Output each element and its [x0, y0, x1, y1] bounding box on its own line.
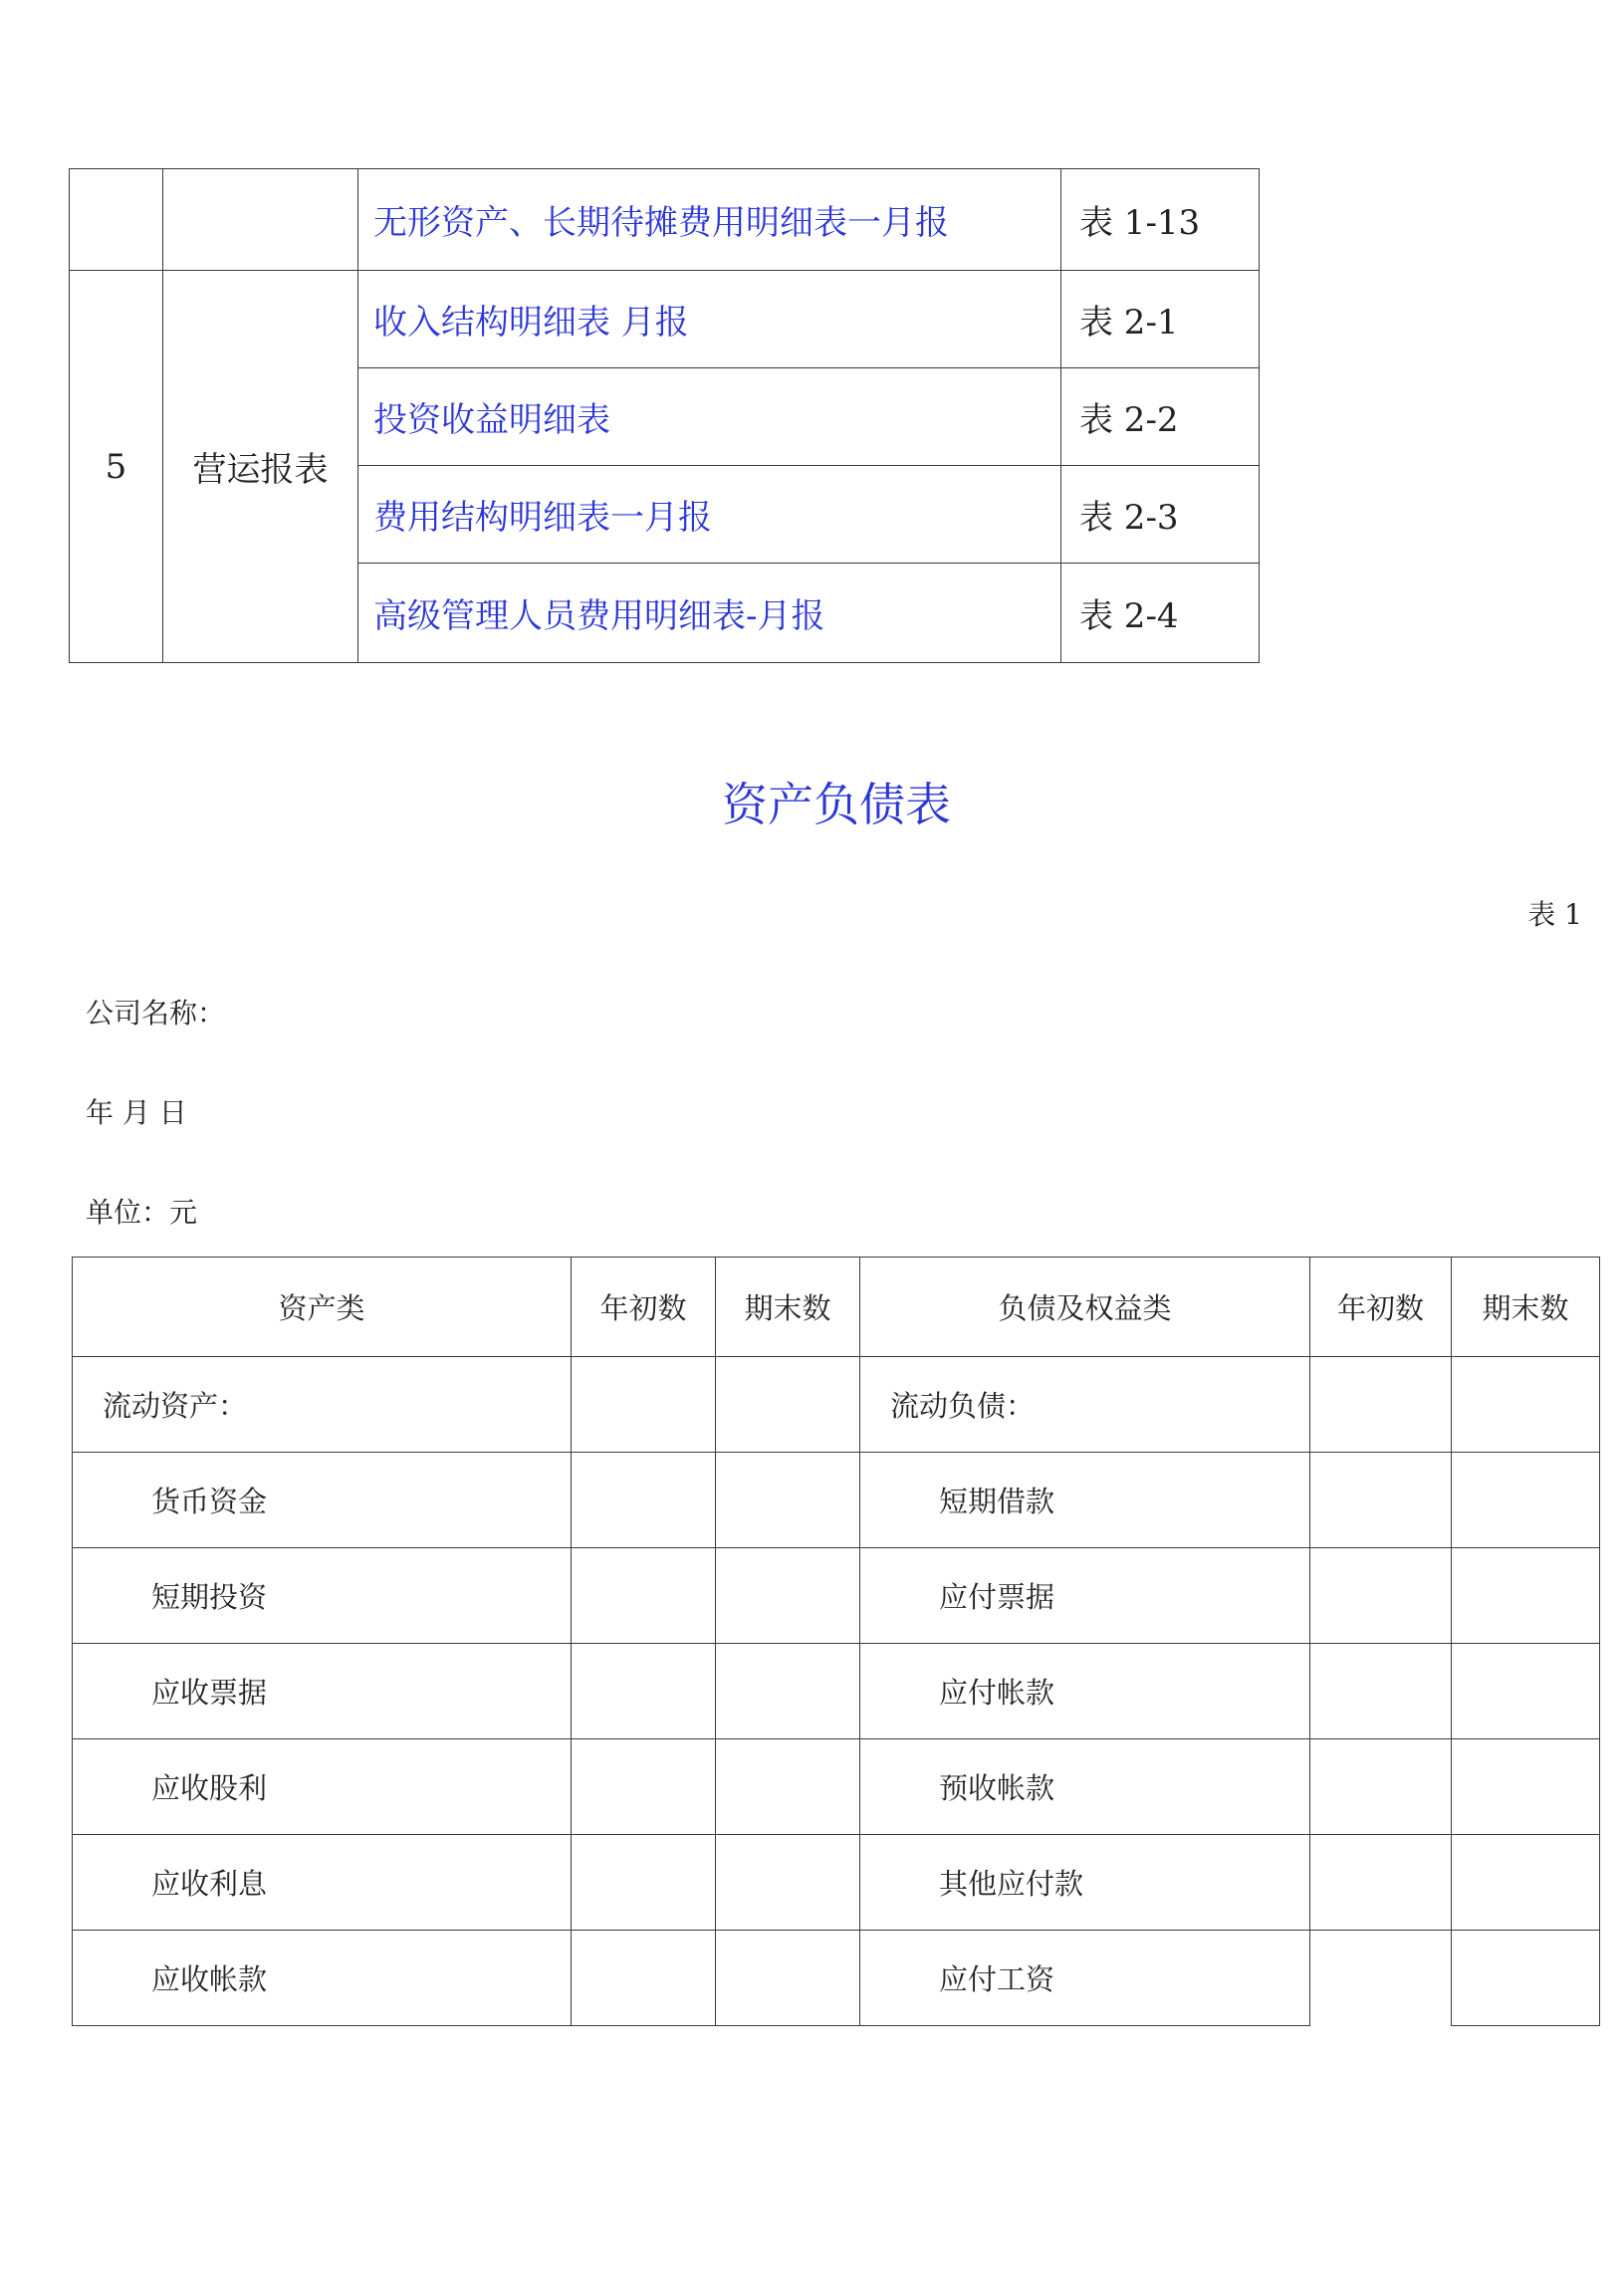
report-number — [70, 169, 163, 271]
liab-begin-cell[interactable] — [1310, 1357, 1452, 1453]
asset-end-cell[interactable] — [716, 1835, 860, 1931]
liab-begin-cell[interactable] — [1310, 1835, 1452, 1931]
asset-item-label: 应收利息 — [73, 1835, 572, 1931]
report-name-link[interactable]: 收入结构明细表 月报 — [358, 271, 1061, 368]
asset-end-cell[interactable] — [716, 1453, 860, 1548]
table-row — [70, 169, 1260, 271]
asset-begin-cell[interactable] — [572, 1644, 716, 1739]
liab-begin-cell[interactable] — [1310, 1644, 1452, 1739]
asset-begin-cell[interactable] — [572, 1835, 716, 1931]
liab-end-cell[interactable] — [1452, 1931, 1600, 2026]
report-number: 5 — [70, 271, 163, 663]
asset-begin-cell[interactable] — [572, 1931, 716, 2026]
report-code: 表 2-4 — [1061, 564, 1260, 663]
table-row — [73, 1644, 1600, 1739]
liab-begin-cell[interactable] — [1310, 1453, 1452, 1548]
liab-begin-cell[interactable] — [1310, 1548, 1452, 1644]
table-header-row — [73, 1258, 1600, 1357]
asset-item-label: 应收股利 — [73, 1739, 572, 1835]
report-name-link[interactable]: 投资收益明细表 — [358, 368, 1061, 466]
liability-section-label: 流动负债： — [860, 1357, 1310, 1453]
column-header-liab-begin: 年初数 — [1310, 1258, 1452, 1357]
liability-item-label: 其他应付款 — [860, 1835, 1310, 1931]
asset-item-label: 应收票据 — [73, 1644, 572, 1739]
report-name-link[interactable]: 费用结构明细表一月报 — [358, 466, 1061, 564]
table-row — [73, 1357, 1600, 1453]
column-header-assets: 资产类 — [73, 1258, 572, 1357]
asset-item-label: 货币资金 — [73, 1453, 572, 1548]
liab-end-cell[interactable] — [1452, 1548, 1600, 1644]
table-row — [73, 1453, 1600, 1548]
report-list-table — [69, 168, 1260, 663]
table-row — [73, 1548, 1600, 1644]
asset-begin-cell[interactable] — [572, 1357, 716, 1453]
liability-item-label: 应付工资 — [860, 1931, 1310, 2026]
report-code: 表 2-1 — [1061, 271, 1260, 368]
liab-begin-cell[interactable] — [1310, 1739, 1452, 1835]
column-header-assets-begin: 年初数 — [572, 1258, 716, 1357]
liab-end-cell[interactable] — [1452, 1835, 1600, 1931]
table-row — [73, 1931, 1600, 2026]
report-category — [163, 169, 358, 271]
report-name-link[interactable]: 高级管理人员费用明细表-月报 — [358, 564, 1061, 663]
table-row — [73, 1835, 1600, 1931]
liab-begin-cell[interactable] — [1310, 1931, 1452, 2026]
asset-section-label: 流动资产： — [73, 1357, 572, 1453]
asset-begin-cell[interactable] — [572, 1453, 716, 1548]
liab-end-cell[interactable] — [1452, 1453, 1600, 1548]
balance-sheet-table — [72, 1257, 1600, 2026]
report-code: 表 1-13 — [1061, 169, 1260, 271]
date-label: 年 月 日 — [86, 1096, 187, 1129]
table-row — [70, 271, 1260, 368]
asset-item-label: 应收帐款 — [73, 1931, 572, 2026]
asset-end-cell[interactable] — [716, 1644, 860, 1739]
report-category: 营运报表 — [163, 271, 358, 663]
liability-item-label: 短期借款 — [860, 1453, 1310, 1548]
column-header-liab-end: 期末数 — [1452, 1258, 1600, 1357]
asset-end-cell[interactable] — [716, 1739, 860, 1835]
column-header-liabilities: 负债及权益类 — [860, 1258, 1310, 1357]
table-number: 表 1 — [1527, 898, 1582, 931]
report-name-link[interactable]: 无形资产、长期待摊费用明细表一月报 — [358, 169, 1061, 271]
asset-end-cell[interactable] — [716, 1357, 860, 1453]
asset-begin-cell[interactable] — [572, 1548, 716, 1644]
document-title: 资产负债表 — [722, 778, 951, 831]
liability-item-label: 应付票据 — [860, 1548, 1310, 1644]
table-row — [73, 1739, 1600, 1835]
asset-end-cell[interactable] — [716, 1548, 860, 1644]
asset-end-cell[interactable] — [716, 1931, 860, 2026]
column-header-assets-end: 期末数 — [716, 1258, 860, 1357]
liab-end-cell[interactable] — [1452, 1644, 1600, 1739]
liability-item-label: 应付帐款 — [860, 1644, 1310, 1739]
asset-begin-cell[interactable] — [572, 1739, 716, 1835]
liab-end-cell[interactable] — [1452, 1357, 1600, 1453]
liab-end-cell[interactable] — [1452, 1739, 1600, 1835]
unit-label: 单位：元 — [86, 1196, 198, 1229]
asset-item-label: 短期投资 — [73, 1548, 572, 1644]
report-code: 表 2-3 — [1061, 466, 1260, 564]
company-name-label: 公司名称： — [86, 997, 226, 1030]
liability-item-label: 预收帐款 — [860, 1739, 1310, 1835]
report-code: 表 2-2 — [1061, 368, 1260, 466]
